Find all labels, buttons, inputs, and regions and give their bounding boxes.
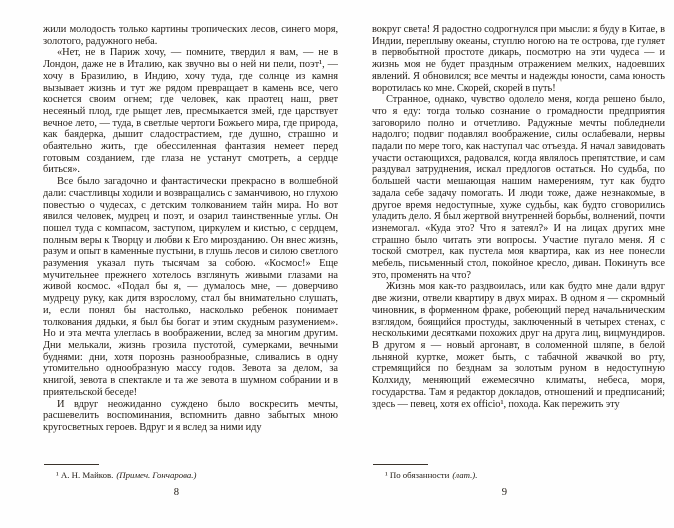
book-page-left: [43, 0, 338, 528]
footnote-text: ¹ По обязанности: [385, 470, 450, 480]
footnote-source: (Примеч. Гончарова.): [116, 470, 197, 480]
paragraph: Все было загадочно и фантастически прекрасно в волшебной дали: счастливцы ходили и возвращались с заманчивою, но глухою повестью о чудесах, с детским толкованием тайн мира. Но вот явился человек, мудрец и поэт, и озарил таинственные углы. Он пошел туда с компасом, заступом, циркулем и кистью, с сердцем, полным веры к Творцу и любви к Его мирозданию. Он внес жизнь, разум и опыт в каменные пустыни, в глушь лесов и силою светлого разумения указал путь тысячам за собою. «Космос!» Еще мучительнее прежнего хотелось взглянуть живыми глазами на живой космос. «Подал бы я, — думалось мне, — доверчиво мудрецу руку, как дитя взрослому, стал бы внимательно слушать, и, если понял бы настолько, насколько ребенок понимает толкования дядьки, я был бы богат и этим скудным разумением». Но и эта мечта улеглась в воображении, вслед за многим другим. Дни мелькали, жизнь грозила пустотой, сумерками, вечными буднями: дни, хотя порознь разнообразные, сливались в одну утомительно однообразную массу годов. Зевота за делом, за книгой, зевота в спектакле и та же зевота в шумном собрании и в приятельской беседе!: [43, 176, 338, 398]
paragraph: вокруг света! Я радостно содрогнулся при мысли: я буду в Китае, в Индии, переплыву океаны, ступлю ногою на те острова, где гуляет в первобытной простоте дикарь, посмотрю на эти чудеса — и жизнь моя не будет праздным отражением мелких, надоевших явлений. Я обновился; все мечты и надежды юности, сама юность воротилась ко мне. Скорей, скорей в путь!: [372, 24, 665, 94]
paragraph: Странное, однако, чувство одолело меня, когда решено было, что я еду: тогда только сознание о громадности предприятия заговорило полно и отчетливо. Радужные мечты побледнели надолго; подвиг подавлял воображение, силы ослабевали, нервы падали по мере того, как наступал час отъезда. Я начал завидовать участи остающихся, радовался, когда являлось препятствие, и сам раздувал затруднения, искал предлогов остаться. Но судьба, по большей части мешающая нашим намерениям, тут как будто задала себе задачу помогать. И люди тоже, даже незнакомые, в другое время недоступные, хуже судьбы, как будто сговорились уладить дело. Я был жертвой внутренней борьбы, волнений, почти изнемогал. «Куда это? Что я затеял?» И на лицах других мне страшно было читать эти вопросы. Участие пугало меня. Я с тоской смотрел, как пустела моя квартира, как из нее понесли мебель, письменный стол, покойное кресло, диван. Покинуть все это, променять на что?: [372, 94, 665, 281]
page-left-text: [43, 24, 338, 458]
book-page-right: [372, 0, 665, 528]
footnote-separator: [373, 464, 428, 465]
page-right-text: [372, 24, 665, 458]
paragraph: «Нет, не в Париж хочу, — помните, твердил я вам, — не в Лондон, даже не в Италию, как звучно вы о ней ни пели, поэт¹, — хочу в Бразилию, в Индию, хочу туда, где солнце из камня вызывает жизнь и тут же рядом превращает в камень все, чего коснется своим огнем; где человек, как праотец наш, рвет несеяный плод, где рыщет лев, пресмыкается змей, где царствует вечное лето, — туда, в светлые чертоги Божьего мира, где природа, как баядерка, дышит сладострастием, где душно, страшно и обаятельно жить, где обессиленная фантазия немеет перед готовым созданием, где глаза не устанут смотреть, а сердце биться».: [43, 47, 338, 176]
page-number: 8: [173, 487, 180, 498]
footnote-source: (лат.).: [452, 470, 478, 480]
footnote-text: ¹ А. Н. Майков.: [56, 470, 114, 480]
paragraph: Жизнь моя как-то раздвоилась, или как будто мне дали вдруг две жизни, отвели квартиру в двух мирах. В одном я — скромный чиновник, в форменном фраке, робеющий перед начальническим взглядом, боящийся простуды, заключенный в четырех стенах, с несколькими десятками похожих друг на друга лиц, вицмундиров. В другом я — новый аргонавт, в соломенной шляпе, в белой льняной куртке, может быть, с табачной жвачкой во рту, стремящийся по безднам за золотым руном в недоступную Колхиду, меняющий ежемесячно климаты, небеса, моря, государства. Там я редактор докладов, отношений и предписаний; здесь — певец, хотя ex officio¹, похода. Как пережить эту: [372, 281, 665, 410]
page-number: 9: [501, 487, 508, 498]
paragraph: И вдруг неожиданно суждено было воскресить мечты, расшевелить воспоминания, вспомнить давно забытых мною кругосветных героев. Вдруг и я вслед за ними иду: [43, 398, 338, 433]
footnote-separator: [44, 464, 99, 465]
paragraph: жили молодость только картины тропических лесов, синего моря, золотого, радужного неба.: [43, 24, 338, 47]
footnote: [372, 470, 665, 480]
footnote: [43, 470, 338, 480]
